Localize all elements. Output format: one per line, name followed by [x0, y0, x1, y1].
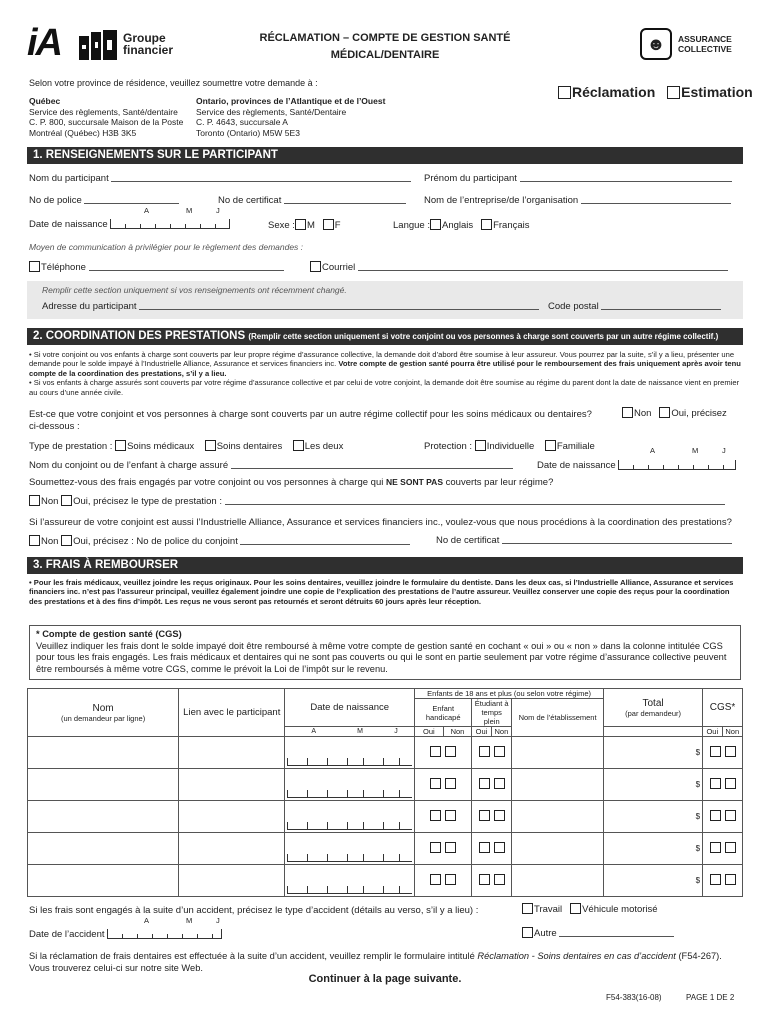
q2-oui-checkbox[interactable]	[61, 495, 72, 506]
vehicule-checkbox[interactable]	[570, 903, 581, 914]
form-number: F54-383(16-08)	[606, 993, 662, 1002]
group-icon: ☻	[640, 28, 672, 60]
expenses-table: Nom (un demandeur par ligne) Lien avec le participant Date de naissance Enfants de 18 ans et plus (ou selon votre régime) Total (par demandeur) CGS* Enfant handicapé Étudiant à temps plein Nom de l’établissement A M J Oui Non Oui Non Oui Non $ $ $ $ $	[27, 688, 743, 897]
checkbox[interactable]	[710, 874, 721, 885]
q3-oui-checkbox[interactable]	[61, 535, 72, 546]
soins-dentaires-checkbox[interactable]	[205, 440, 216, 451]
estimation-checkbox[interactable]	[667, 86, 680, 99]
code-postal-label: Code postal	[548, 301, 599, 312]
coordination-notes: • Si votre conjoint ou vos enfants à charge sont couverts par leur propre régime d’assurance collective, la demande doit d’abord être soumise à leur assureur. Vous pourrez par la suite, s’il y a lieu, présenter une demande pour le solde impayé à l’Industrielle Alliance, Assurance et services financiers inc. Votre compte de gestion santé pourra être utilisé pour le remboursement des frais uniquement après avoir tenu compte de la coordination des prestations, s’il y a lieu. • Si vos enfants à charge assurés sont couverts par votre régime d’assurance collective et par celui de votre conjoint, la demande doit être soumise au régime du parent dont la date de naissance vient en premier au cours d’une année civile.	[29, 350, 741, 397]
question-coordination: Si l’assureur de votre conjoint est aussi l’Industrielle Alliance, Assurance et services financiers inc., voulez-vous que nous procédions à la coordination des prestations?	[29, 517, 732, 528]
checkbox[interactable]	[710, 842, 721, 853]
province-note: Selon votre province de résidence, veuillez soumettre votre demande à :	[29, 78, 318, 88]
adresse-label: Adresse du participant	[42, 301, 137, 312]
conjoint-naissance-field[interactable]	[618, 460, 736, 470]
checkbox[interactable]	[494, 842, 505, 853]
date-accident-field[interactable]	[107, 929, 222, 939]
nom-participant-field[interactable]	[111, 173, 411, 182]
table-row[interactable]: $	[28, 801, 743, 833]
checkbox[interactable]	[479, 778, 490, 789]
checkbox[interactable]	[494, 874, 505, 885]
langue-label: Langue :	[393, 220, 430, 231]
col-date: Date de naissance	[285, 689, 415, 727]
sexe-f-checkbox[interactable]	[323, 219, 334, 230]
checkbox[interactable]	[445, 842, 456, 853]
organisation-field[interactable]	[581, 195, 731, 204]
checkbox[interactable]	[710, 810, 721, 821]
telephone-field[interactable]	[89, 262, 284, 271]
frais-instructions: Pour les frais médicaux, veuillez joindre les reçus originaux. Pour les soins dentaires, veuillez joindre le formulaire du dentiste. Dans les deux cas, si l’Industrielle Alliance, Assurance et services financiers inc. n’est pas l’assureur principal, veuillez également joindre une copie de l’explication des prestations de l’autre assureur. Veuillez conserver une copie des reçus pour la coordination des prestations et à des fins d’impôt. Les reçus ne vous seront pas retournés et seront détruits 60 jours après leur réception.	[29, 578, 734, 606]
checkbox[interactable]	[479, 842, 490, 853]
individuelle-checkbox[interactable]	[475, 440, 486, 451]
autre-checkbox[interactable]	[522, 927, 533, 938]
code-postal-field[interactable]	[601, 301, 721, 310]
checkbox[interactable]	[445, 778, 456, 789]
q2-non-checkbox[interactable]	[29, 495, 40, 506]
ia-logo	[27, 22, 177, 66]
checkbox[interactable]	[494, 778, 505, 789]
checkbox[interactable]	[725, 874, 736, 885]
sexe-m-checkbox[interactable]	[295, 219, 306, 230]
table-row[interactable]: $	[28, 865, 743, 897]
checkbox[interactable]	[710, 746, 721, 757]
section-1-header: 1. RENSEIGNEMENTS SUR LE PARTICIPANT	[27, 147, 743, 164]
checkbox[interactable]	[725, 810, 736, 821]
organisation-label: Nom de l’entreprise/de l’organisation	[424, 195, 579, 206]
logo-text: Groupe financier	[123, 31, 174, 57]
reclamation-checkbox[interactable]	[558, 86, 571, 99]
ontario-address: Ontario, provinces de l’Atlantique et de l’Ouest Service des règlements, Santé/Dentaire C. P. 4643, succursale A Toronto (Ontario) M5W 5E3	[196, 96, 386, 138]
accident-question: Si les frais sont engagés à la suite d’un accident, précisez le type d’accident (détails au verso, s’il y a lieu) :	[29, 905, 479, 916]
col-total: Total (par demandeur)	[604, 689, 703, 727]
q1-non-checkbox[interactable]	[622, 407, 633, 418]
table-row[interactable]: $	[28, 737, 743, 769]
les-deux-checkbox[interactable]	[293, 440, 304, 451]
checkbox[interactable]	[430, 842, 441, 853]
francais-checkbox[interactable]	[481, 219, 492, 230]
col-cgs: CGS*	[703, 689, 743, 727]
checkbox[interactable]	[725, 842, 736, 853]
certificat-label: No de certificat	[218, 195, 282, 206]
type-prestation-label: Type de prestation :	[29, 441, 113, 452]
checkbox[interactable]	[445, 874, 456, 885]
telephone-checkbox[interactable]	[29, 261, 40, 272]
table-row[interactable]: $	[28, 769, 743, 801]
assurance-badge: ☻ ASSURANCE COLLECTIVE	[640, 26, 745, 62]
moyen-note: Moyen de communication à privilégier pour le règlement des demandes :	[29, 242, 304, 252]
question-autre-regime: Est-ce que votre conjoint et vos personnes à charge sont couverts par un autre régime collectif pour les soins médicaux ou dentaires?	[29, 409, 592, 420]
conjoint-naissance-label: Date de naissance	[537, 460, 616, 471]
sexe-label: Sexe :	[268, 220, 295, 231]
reclamation-label: Réclamation	[572, 84, 656, 100]
courriel-field[interactable]	[358, 262, 728, 271]
page-number: PAGE 1 DE 2	[686, 993, 735, 1002]
table-row[interactable]: $	[28, 833, 743, 865]
checkbox[interactable]	[479, 874, 490, 885]
courriel-checkbox[interactable]	[310, 261, 321, 272]
checkbox[interactable]	[445, 746, 456, 757]
checkbox[interactable]	[494, 810, 505, 821]
logo-mark: iA	[27, 22, 61, 64]
prenom-field[interactable]	[520, 173, 732, 182]
checkbox[interactable]	[430, 746, 441, 757]
autre-field[interactable]	[559, 928, 674, 937]
adresse-field[interactable]	[139, 301, 539, 310]
form-title: RÉCLAMATION – COMPTE DE GESTION SANTÉ MÉDICAL/DENTAIRE	[259, 32, 511, 61]
date-accident-label: Date de l’accident	[29, 929, 105, 940]
prenom-label: Prénom du participant	[424, 173, 517, 184]
checkbox[interactable]	[445, 810, 456, 821]
remplir-note: Remplir cette section uniquement si vos renseignements ont récemment changé.	[42, 285, 347, 295]
certificat-field[interactable]	[284, 195, 406, 204]
nom-participant-label: Nom du participant	[29, 173, 109, 184]
checkbox[interactable]	[725, 746, 736, 757]
checkbox[interactable]	[479, 746, 490, 757]
section-2-header: 2. COORDINATION DES PRESTATIONS (Remplir cette section uniquement si votre conjoint ou vos personnes à charge sont couverts par un autre régime collectif.)	[27, 328, 743, 345]
checkbox[interactable]	[494, 746, 505, 757]
police-label: No de police	[29, 195, 82, 206]
protection-label: Protection :	[424, 441, 473, 452]
q1-oui-checkbox[interactable]	[659, 407, 670, 418]
checkbox[interactable]	[710, 778, 721, 789]
naissance-label: Date de naissance	[29, 219, 108, 230]
travail-checkbox[interactable]	[522, 903, 533, 914]
quebec-address: Québec Service des règlements, Santé/dentaire C. P. 800, succursale Maison de la Poste Montréal (Québec) H3B 3K5	[29, 96, 184, 138]
nom-conjoint-field[interactable]	[231, 460, 513, 469]
checkbox[interactable]	[725, 778, 736, 789]
nom-conjoint-label: Nom du conjoint ou de l’enfant à charge assuré	[29, 460, 229, 471]
police-conjoint-field[interactable]	[240, 536, 410, 545]
familiale-checkbox[interactable]	[545, 440, 556, 451]
soins-medicaux-checkbox[interactable]	[115, 440, 126, 451]
naissance-date-field[interactable]	[110, 219, 230, 229]
police-field[interactable]	[84, 195, 179, 204]
anglais-checkbox[interactable]	[430, 219, 441, 230]
checkbox[interactable]	[430, 778, 441, 789]
estimation-label: Estimation	[681, 84, 753, 100]
certificat-conjoint-field[interactable]	[502, 535, 732, 544]
logo-dots-icon	[79, 30, 119, 60]
q3-non-checkbox[interactable]	[29, 535, 40, 546]
checkbox[interactable]	[430, 874, 441, 885]
continuer-note: Continuer à la page suivante.	[308, 973, 462, 985]
dentaire-note: Si la réclamation de frais dentaires est effectuée à la suite d’un accident, veuillez remplir le formulaire intitulé Réclamation - Soins dentaires en cas d’accident (F54-267).	[29, 951, 722, 961]
cgs-box: * Compte de gestion santé (CGS) Veuillez indiquer les frais dont le solde impayé doit être remboursé à même votre compte de gestion santé en cochant « oui » ou « non » dans la colonne intitulée CGS pour tous les frais engagés. Les frais médicaux et dentaires qui ne sont pas couverts ou qui le sont en partie seulement par votre régime d’assurance collective peuvent être remboursés à même votre CGS, comme le prévoit la Loi de l’impôt sur le revenu.	[29, 625, 741, 680]
col-nom: Nom (un demandeur par ligne)	[28, 689, 179, 737]
col-lien: Lien avec le participant	[179, 689, 285, 737]
checkbox[interactable]	[430, 810, 441, 821]
q2-type-field[interactable]	[225, 496, 725, 505]
checkbox[interactable]	[479, 810, 490, 821]
section-3-header: 3. FRAIS À REMBOURSER	[27, 557, 743, 574]
col-enfants: Enfants de 18 ans et plus (ou selon votre régime)	[415, 689, 604, 699]
